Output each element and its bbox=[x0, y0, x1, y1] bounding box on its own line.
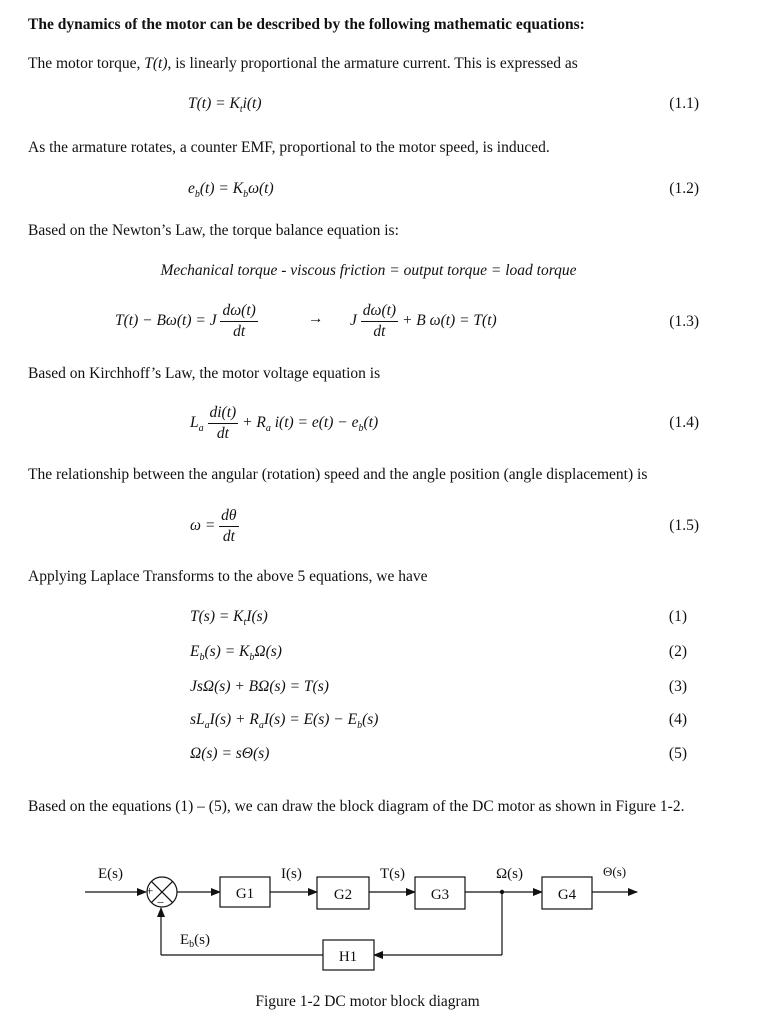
paragraph-counter-emf: As the armature rotates, a counter EMF, proportional to the motor speed, is induced. bbox=[28, 139, 550, 156]
fraction-numerator: dω(t) bbox=[361, 301, 398, 322]
equation-1-3-rhs bbox=[350, 301, 497, 342]
paragraph-newton: Based on the Newton’s Law, the torque balance equation is: bbox=[28, 222, 399, 239]
equation-1-5 bbox=[190, 506, 239, 547]
mechanical-torque-statement: Mechanical torque - viscous friction = output torque = load torque bbox=[160, 262, 577, 279]
section-heading: The dynamics of the motor can be described by the following mathematic equations: bbox=[28, 16, 585, 33]
paragraph-angle-relationship: The relationship between the angular (rotation) speed and the angle position (angle displacement) is bbox=[28, 466, 648, 483]
equation-number-1-2: (1.2) bbox=[669, 180, 699, 197]
fraction-numerator: dθ bbox=[219, 506, 238, 527]
implies-arrow: → bbox=[308, 310, 324, 327]
torque-label: T(s) bbox=[380, 866, 405, 882]
fraction-denominator: dt bbox=[216, 425, 229, 442]
laplace-equation-5: Ω(s) = sΘ(s) bbox=[190, 745, 270, 762]
block-h1-label: H1 bbox=[338, 949, 358, 965]
laplace-number-5: (5) bbox=[668, 745, 687, 762]
eq-1-3-lhs: T(t) − Bω(t) = J bbox=[115, 312, 217, 330]
laplace-number-2: (2) bbox=[668, 643, 687, 660]
current-label: I(s) bbox=[281, 866, 302, 882]
laplace-number-3: (3) bbox=[668, 678, 687, 695]
paragraph-text-post: , is linearly proportional the armature current. This is expressed as bbox=[167, 55, 578, 72]
minus-sign: − bbox=[157, 895, 165, 910]
laplace-equation-2: $E_b(s) = K_b\Omega(s)$ bbox=[190, 643, 282, 664]
laplace-number-4: (4) bbox=[668, 711, 687, 728]
equation-number-1-5: (1.5) bbox=[669, 517, 699, 534]
paragraph-block-diagram-intro: Based on the equations (1) – (5), we can draw the block diagram of the DC motor as shown in Figure 1-2. bbox=[28, 798, 685, 815]
block-g2-label: G2 bbox=[333, 887, 353, 903]
equation-1-1: $T(t) = K_ti(t)$ bbox=[188, 95, 262, 116]
laplace-equation-4: $sL_aI(s) + R_aI(s) = E(s) - E_b(s)$ bbox=[190, 711, 379, 732]
eq-1-3-rhs-pre: J bbox=[350, 312, 357, 330]
fraction-denominator: dt bbox=[233, 323, 246, 340]
equation-number-1-4: (1.4) bbox=[669, 414, 699, 431]
pickoff-point bbox=[500, 890, 504, 894]
input-label: E(s) bbox=[98, 866, 123, 882]
dc-motor-block-diagram bbox=[0, 858, 757, 993]
laplace-equation-1: $T(s) = K_tI(s)$ bbox=[190, 608, 268, 629]
equation-1-3 bbox=[115, 301, 258, 342]
block-g3-label: G3 bbox=[430, 887, 450, 903]
torque-symbol: T(t) bbox=[144, 55, 168, 72]
figure-caption: Figure 1-2 DC motor block diagram bbox=[255, 993, 480, 1010]
block-g4-label: G4 bbox=[557, 887, 577, 903]
laplace-number-1: (1) bbox=[668, 608, 687, 625]
fraction-denominator: dt bbox=[373, 323, 386, 340]
paragraph-motor-torque bbox=[28, 55, 578, 73]
plus-sign: + bbox=[146, 883, 154, 898]
fraction-numerator: di(t) bbox=[208, 403, 239, 424]
paragraph-laplace: Applying Laplace Transforms to the above 5 equations, we have bbox=[28, 568, 428, 585]
angle-label: Θ(s) bbox=[603, 864, 627, 879]
fraction-denominator: dt bbox=[222, 528, 235, 545]
speed-label: Ω(s) bbox=[496, 866, 523, 882]
paragraph-kirchhoff: Based on Kirchhoff’s Law, the motor voltage equation is bbox=[28, 365, 381, 382]
back-emf-label: $E_b(s)$ bbox=[180, 932, 210, 950]
eq-1-3-rhs-fraction bbox=[361, 301, 398, 342]
eq-1-3-fraction bbox=[220, 301, 257, 342]
equation-1-4: $L_a$ $\frac{di(t)}{dt}$ + $R_a$ $i(t) = e(t) - e_b(t)$ bbox=[190, 404, 379, 442]
block-g1-label: G1 bbox=[235, 886, 255, 902]
eq-1-4-fraction bbox=[208, 403, 239, 444]
laplace-equation-3: JsΩ(s) + BΩ(s) = T(s) bbox=[190, 678, 329, 695]
eq-1-3-rhs-post: + B ω(t) = T(t) bbox=[401, 312, 497, 330]
equation-1-2: $e_b(t) = K_b\omega(t)$ bbox=[188, 180, 274, 201]
fraction-numerator: dω(t) bbox=[220, 301, 257, 322]
eq-1-5-fraction bbox=[219, 506, 238, 547]
eq-1-5-lhs: ω = bbox=[190, 517, 216, 535]
equation-number-1-3: (1.3) bbox=[669, 313, 699, 330]
paragraph-text-pre: The motor torque, bbox=[28, 55, 145, 72]
equation-number-1-1: (1.1) bbox=[669, 95, 699, 112]
